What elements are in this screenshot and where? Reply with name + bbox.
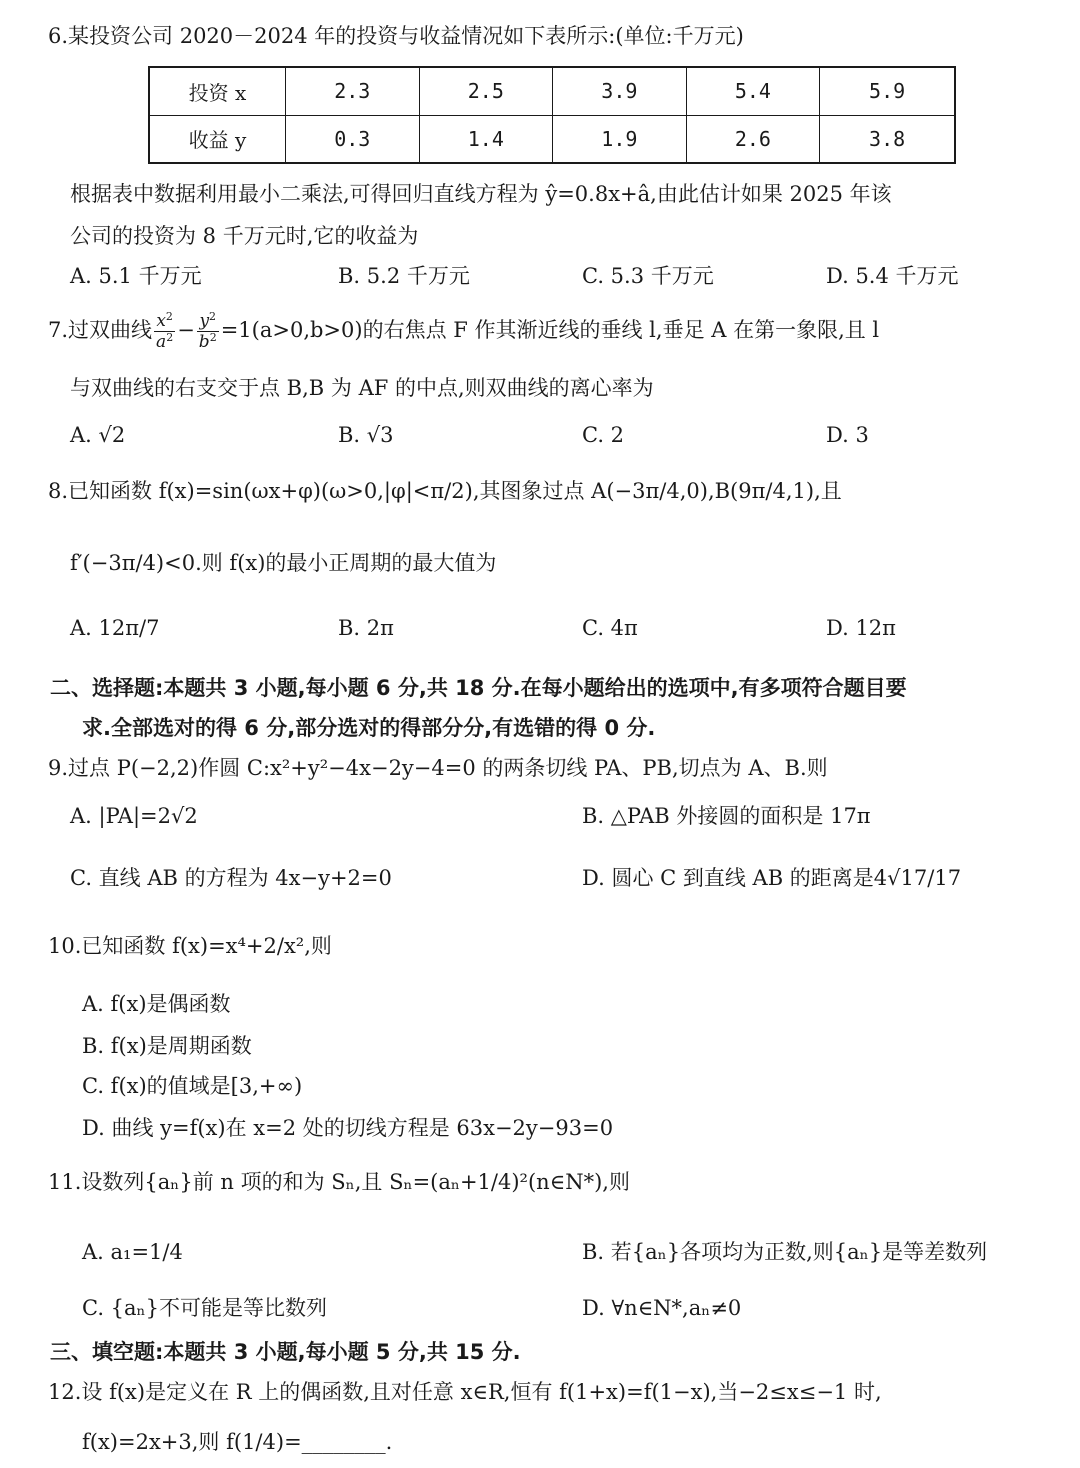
- q9-option-b: B. △PAB 外接圆的面积是 17π: [582, 804, 871, 828]
- y2-over-b2-fraction: $\frac{y^2}{b^2}$: [198, 310, 217, 352]
- table-cell: 0.3: [286, 115, 420, 163]
- q8-line2: f′(−3π/4)<0.则 f(x)的最小正周期的最大值为: [70, 551, 497, 575]
- q7-option-a: A. √2: [70, 423, 126, 447]
- q7-stem: 7.过双曲线 $\frac{x^2}{a^2}$ − $\frac{y^2}{b^2}$ =1(a>0,b>0)的右焦点 F 作其渐近线的垂线 l,垂足 A 在第一象限,且 l: [48, 310, 880, 352]
- q6-option-c: C. 5.3 千万元: [582, 264, 714, 288]
- q10-option-b: B. f(x)是周期函数: [82, 1034, 252, 1058]
- table-cell: 1.9: [553, 115, 687, 163]
- table-cell: 2.3: [286, 67, 420, 115]
- q6-option-d: D. 5.4 千万元: [826, 264, 959, 288]
- q8-prefix: 8.已知函数 f(x)=sin(ωx+φ): [48, 479, 321, 503]
- table-cell: 5.9: [820, 67, 955, 115]
- q8-condition: (ω>0,|φ|<π/2),其图象过点 A(−3π/4,0),B(9π/4,1),且: [320, 479, 842, 503]
- q6-line3: 公司的投资为 8 千万元时,它的收益为: [70, 224, 419, 248]
- q9-option-d: D. 圆心 C 到直线 AB 的距离是4√17/17: [582, 866, 962, 890]
- q11-option-d: D. ∀n∈N*,aₙ≠0: [582, 1296, 742, 1320]
- q7-line2: 与双曲线的右支交于点 B,B 为 AF 的中点,则双曲线的离心率为: [70, 376, 654, 400]
- q11-option-b: B. 若{aₙ}各项均为正数,则{aₙ}是等差数列: [582, 1240, 988, 1264]
- table-cell: 1.4: [419, 115, 553, 163]
- q11-option-c: C. {aₙ}不可能是等比数列: [82, 1296, 327, 1320]
- q6-option-a: A. 5.1 千万元: [70, 264, 202, 288]
- q9-stem: 9.过点 P(−2,2)作圆 C:x²+y²−4x−2y−4=0 的两条切线 PA、PB,切点为 A、B.则: [48, 756, 828, 780]
- q6-line2: 根据表中数据利用最小二乘法,可得回归直线方程为 ŷ=0.8x+â,由此估计如果 2025 年该: [70, 182, 892, 206]
- q8-option-d: D. 12π: [826, 616, 896, 640]
- q10-option-d: D. 曲线 y=f(x)在 x=2 处的切线方程是 63x−2y−93=0: [82, 1116, 614, 1140]
- table-row: [149, 115, 955, 163]
- q11-stem: 11.设数列{aₙ}前 n 项的和为 Sₙ,且 Sₙ=(aₙ+1/4)²(n∈N*),则: [48, 1170, 630, 1194]
- table-cell: 2.5: [419, 67, 553, 115]
- section2-heading-cont: 求.全部选对的得 6 分,部分选对的得部分分,有选错的得 0 分.: [82, 716, 656, 740]
- q7-option-c: C. 2: [582, 423, 625, 447]
- q8-option-a: A. 12π/7: [70, 616, 160, 640]
- table-cell: 3.9: [553, 67, 687, 115]
- q8-option-c: C. 4π: [582, 616, 638, 640]
- table-cell: 2.6: [686, 115, 820, 163]
- table-cell: 5.4: [686, 67, 820, 115]
- table-row: [149, 67, 955, 115]
- q9-option-a: A. |PA|=2√2: [70, 804, 198, 828]
- q12-line2: f(x)=2x+3,则 f(1/4)=________.: [82, 1430, 393, 1454]
- section2-heading: 二、选择题:本题共 3 小题,每小题 6 分,共 18 分.在每小题给出的选项中,有多项符合题目要: [50, 676, 907, 700]
- q6-option-b: B. 5.2 千万元: [338, 264, 470, 288]
- section3-heading: 三、填空题:本题共 3 小题,每小题 5 分,共 15 分.: [50, 1340, 521, 1364]
- q7-suffix: =1(a>0,b>0)的右焦点 F 作其渐近线的垂线 l,垂足 A 在第一象限,且 l: [220, 318, 880, 342]
- q9-option-c: C. 直线 AB 的方程为 4x−y+2=0: [70, 866, 392, 890]
- row-label-investment: 投资 x: [149, 67, 286, 115]
- q11-option-a: A. a₁=1/4: [82, 1240, 183, 1264]
- investment-table: [148, 66, 956, 164]
- q10-option-c: C. f(x)的值域是[3,+∞): [82, 1074, 303, 1098]
- q8-stem: [48, 466, 842, 516]
- q7-option-b: B. √3: [338, 423, 394, 447]
- table-cell: 3.8: [820, 115, 955, 163]
- q7-prefix: 7.过双曲线: [48, 318, 153, 342]
- q7-option-d: D. 3: [826, 423, 869, 447]
- q10-stem: 10.已知函数 f(x)=x⁴+2/x²,则: [48, 934, 332, 958]
- q12-line1: 12.设 f(x)是定义在 R 上的偶函数,且对任意 x∈R,恒有 f(1+x)=f(1−x),当−2≤x≤−1 时,: [48, 1380, 882, 1404]
- q8-option-b: B. 2π: [338, 616, 394, 640]
- q6-stem: 6.某投资公司 2020－2024 年的投资与收益情况如下表所示:(单位:千万元): [48, 24, 744, 48]
- x2-over-a2-fraction: $\frac{x^2}{a^2}$: [156, 310, 174, 352]
- row-label-return: 收益 y: [149, 115, 286, 163]
- q10-option-a: A. f(x)是偶函数: [82, 992, 231, 1016]
